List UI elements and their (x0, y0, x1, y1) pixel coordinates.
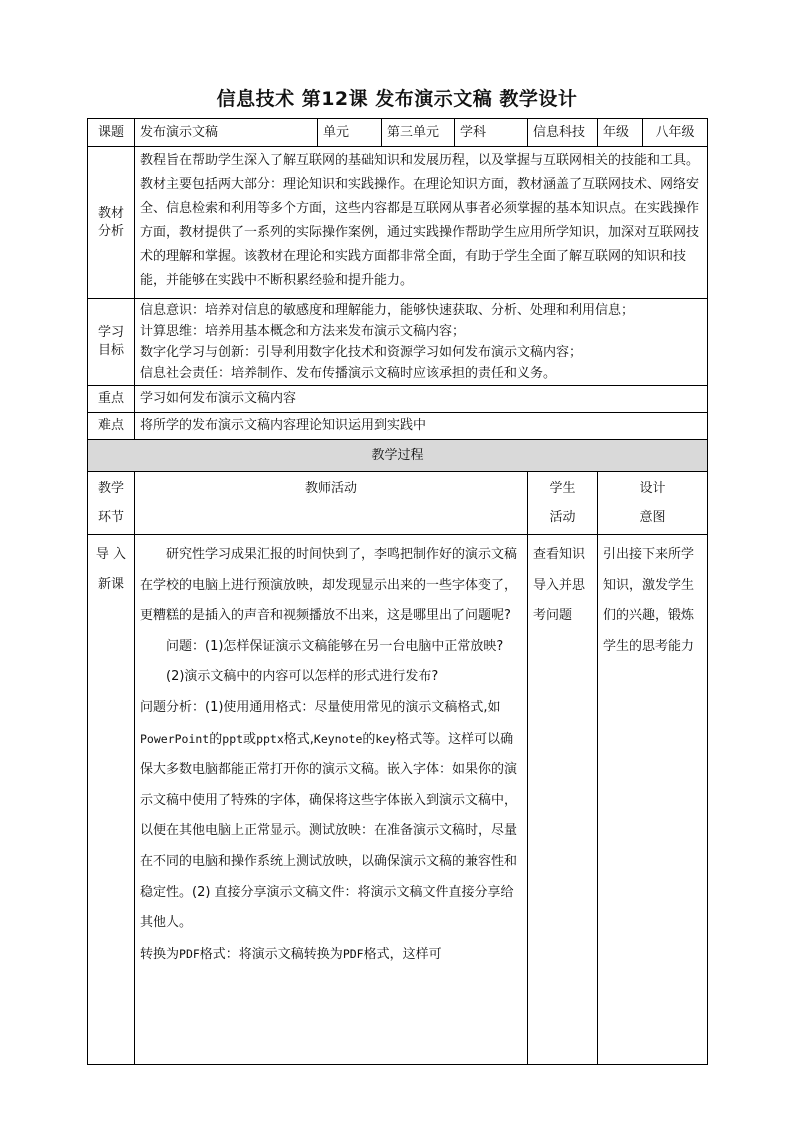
analysis-text: 教程旨在帮助学生深入了解互联网的基础知识和发展历程，以及掌握与互联网相关的技能和工具。教材主要包括两大部分：理论知识和实践操作。在理论知识方面，教材涵盖了互联网技术、网络安全、信息检索和利用等多个方面，这些内容都是互联网从事者必须掌握的基本知识点。在实践操作方面，教材提供了一系列的实际操作案例，通过实践操作帮助学生应用所学知识，加深对互联网技术的理解和掌握。该教材在理论和实践方面都非常全面，有助于学生全面了解互联网的知识和技能，并能够在实践中不断积累经验和提升能力。 (135, 147, 708, 299)
stage-intro: 导 入 新课 (88, 535, 135, 1065)
lesson-plan-table (87, 118, 708, 1065)
goal-item: 数字化学习与创新：引导利用数字化技术和资源学习如何发布演示文稿内容； (140, 345, 583, 360)
analysis-label: 教材 分析 (88, 147, 135, 299)
teacher-paragraph: 问题分析：(1)使用通用格式：尽量使用常见的演示文稿格式,如PowerPoint的ppt或pptx格式,Keynote的key格式等。这样可以确保大多数电脑都能正常打开你的演示文稿。嵌入字体：如果你的演示文稿中使用了特殊的字体，确保将这些字体嵌入到演示文稿中，以便在其他电脑上正常显示。测试放映：在准备演示文稿时，尽量在不同的电脑和操作系统上测试放映，以确保演示文稿的兼容性和稳定性。(2) 直接分享演示文稿文件：将演示文稿文件直接分享给其他人。 (140, 699, 518, 931)
teacher-paragraph: 研究性学习成果汇报的时间快到了，李鸣把制作好的演示文稿在学校的电脑上进行预演放映，却发现显示出来的一些字体变了，更糟糕的是插入的声音和视频播放不出来，这是哪里出了问题呢? (140, 547, 518, 624)
key-point-text: 学习如何发布演示文稿内容 (135, 386, 708, 413)
difficulty-text: 将所学的发布演示文稿内容理论知识运用到实践中 (135, 413, 708, 440)
teacher-paragraph: 问题：(1)怎样保证演示文稿能够在另一台电脑中正常放映? (166, 638, 504, 654)
subject-label: 学科 (455, 119, 528, 147)
analysis-row (88, 147, 708, 299)
goals-row (88, 299, 708, 386)
col-design: 设计 意图 (598, 472, 708, 535)
process-heading: 教学过程 (88, 440, 708, 472)
goal-item: 计算思维：培养用基本概念和方法来发布演示文稿内容； (140, 324, 466, 339)
process-columns-row (88, 472, 708, 535)
col-teacher: 教师活动 (135, 472, 528, 535)
topic-label: 课题 (88, 119, 135, 147)
grade-label: 年级 (598, 119, 643, 147)
subject-value: 信息科技 (528, 119, 598, 147)
goals-list (135, 299, 708, 386)
difficulty-label: 难点 (88, 413, 135, 440)
student-activity: 查看知识导入并思考问题 (528, 535, 598, 1065)
unit-value: 第三单元 (382, 119, 455, 147)
teacher-paragraph: (2)演示文稿中的内容可以怎样的形式进行发布? (166, 669, 439, 685)
unit-label: 单元 (318, 119, 382, 147)
teacher-paragraph: 转换为PDF格式：将演示文稿转换为PDF格式，这样可 (140, 946, 442, 962)
page-title: 信息技术 第12课 发布演示文稿 教学设计 (216, 88, 578, 110)
process-heading-row (88, 440, 708, 472)
col-stage: 教学 环节 (88, 472, 135, 535)
difficulty-row (88, 413, 708, 440)
header-row (88, 119, 708, 147)
goals-label: 学习 目标 (88, 299, 135, 386)
goal-item: 信息意识：培养对信息的敏感度和理解能力，能够快速获取、分析、处理和利用信息； (140, 303, 635, 318)
topic-value: 发布演示文稿 (135, 119, 318, 147)
col-student: 学生 活动 (528, 472, 598, 535)
teacher-activity (135, 535, 528, 1065)
key-point-row (88, 386, 708, 413)
process-row-intro (88, 535, 708, 1065)
key-point-label: 重点 (88, 386, 135, 413)
goal-item: 信息社会责任：培养制作、发布传播演示文稿时应该承担的责任和义务。 (140, 366, 557, 381)
design-intent: 引出接下来所学知识，激发学生们的兴趣，锻炼学生的思考能力 (598, 535, 708, 1065)
grade-value: 八年级 (643, 119, 708, 147)
